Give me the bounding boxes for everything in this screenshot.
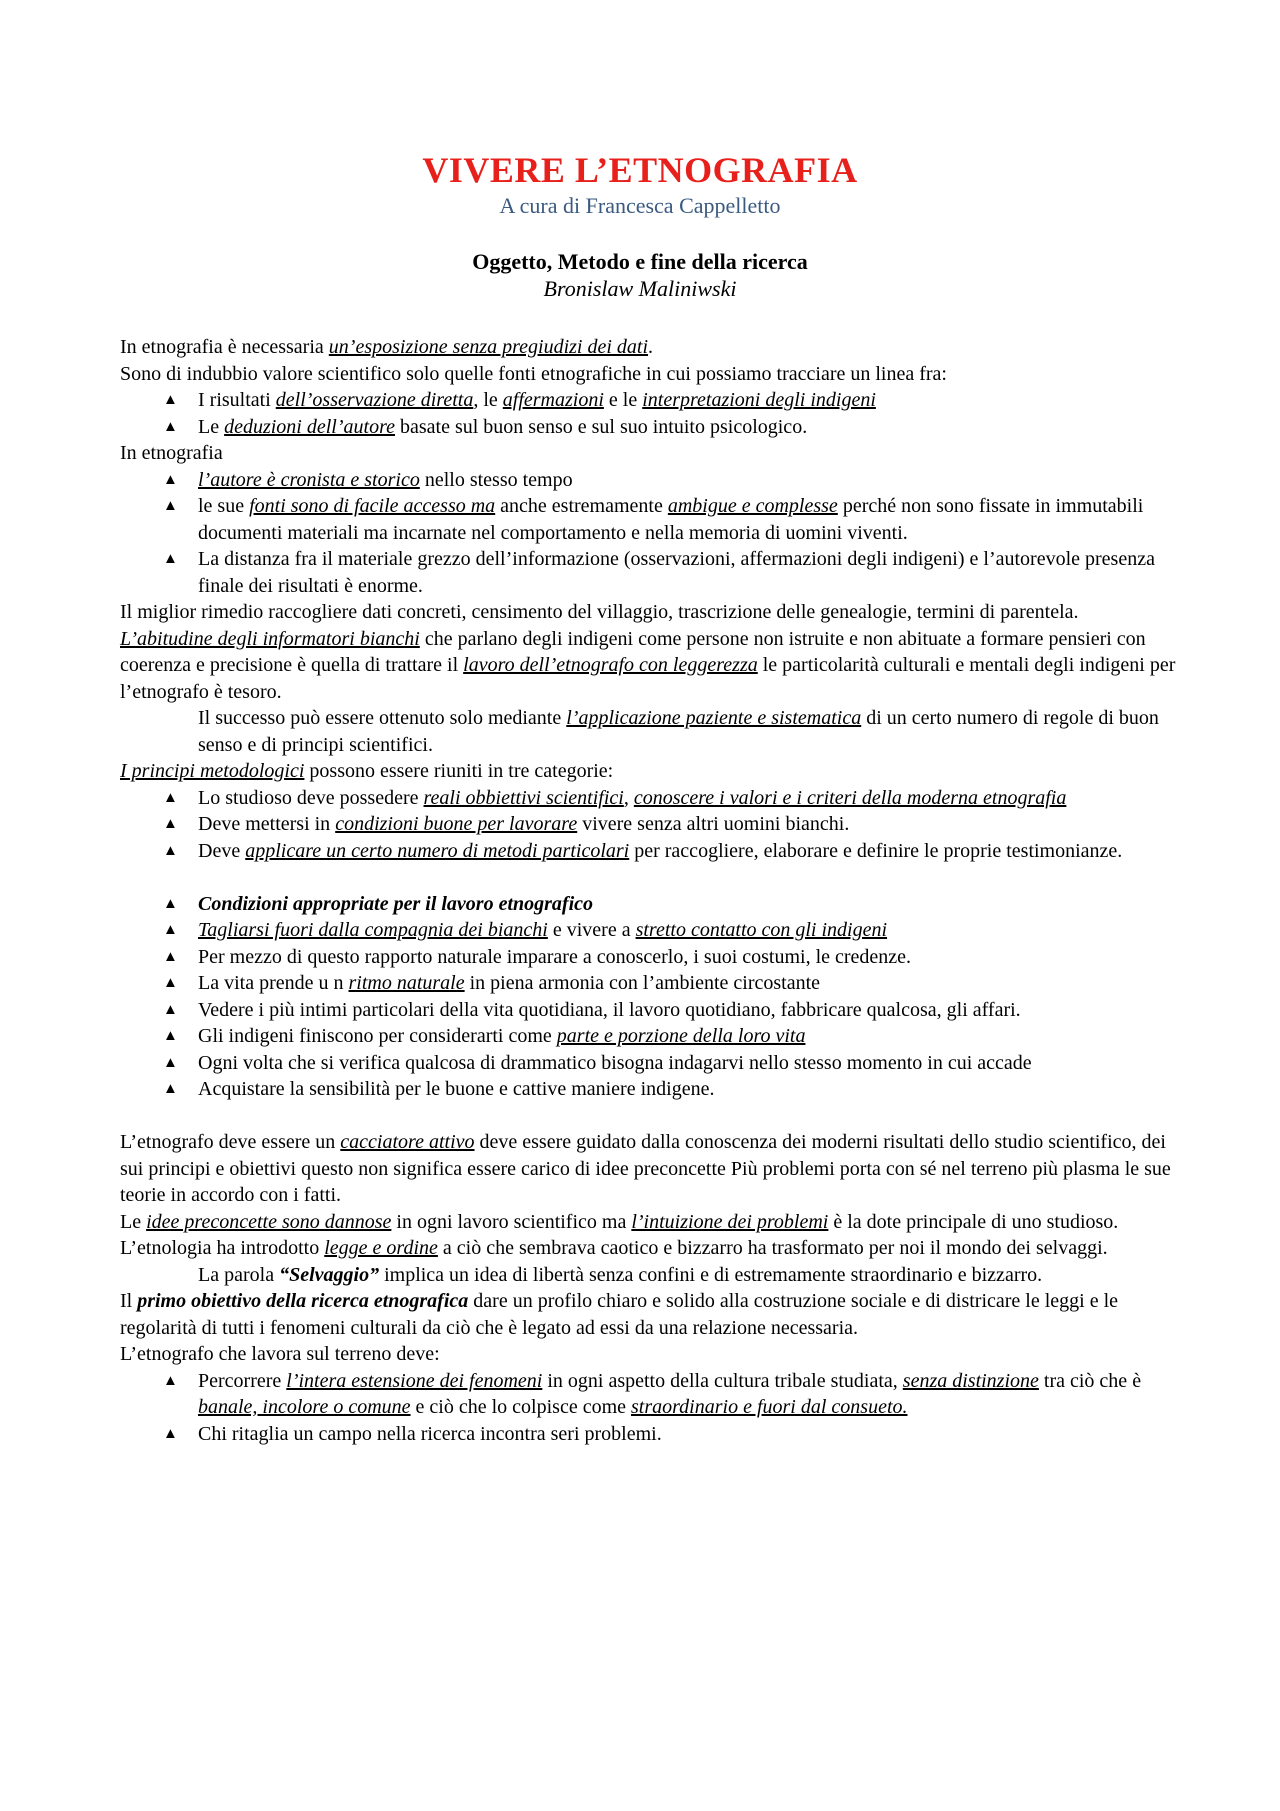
paragraph: I principi metodologici possono essere riuniti in tre categorie: — [120, 760, 614, 782]
triangle-bullet-icon: ▲ — [163, 842, 178, 859]
bullet-list — [120, 785, 1190, 865]
list-item: ▲ Gli indigeni finiscono per considerarti come parte e porzione della loro vita — [120, 1023, 1190, 1050]
list-item: ▲ Vedere i più intimi particolari della vita quotidiana, il lavoro quotidiano, fabbricare qualcosa, gli affari. — [120, 997, 1190, 1024]
triangle-bullet-icon: ▲ — [163, 498, 178, 514]
list-item: ▲ Lo studioso deve possedere reali obbiettivi scientifici, conoscere i valori e i criteri della moderna etnografia — [120, 785, 1190, 812]
paragraph: Sono di indubbio valore scientifico solo quelle fonti etnografiche in cui possiamo tracciare un linea fra: — [120, 362, 947, 385]
list-item: ▲ Per mezzo di questo rapporto naturale imparare a conoscerlo, i suoi costumi, le credenze. — [120, 944, 1190, 971]
triangle-bullet-icon: ▲ — [163, 1028, 178, 1044]
triangle-bullet-icon: ▲ — [163, 948, 178, 965]
list-item: ▲ Acquistare la sensibilità per le buone e cattive maniere indigene. — [120, 1076, 1190, 1103]
triangle-bullet-icon: ▲ — [163, 551, 178, 567]
document-title: VIVERE L’ETNOGRAFIA — [422, 150, 858, 190]
triangle-bullet-icon: ▲ — [163, 418, 178, 435]
triangle-bullet-icon: ▲ — [163, 922, 178, 938]
paragraph: Il miglior rimedio raccogliere dati concreti, censimento del villaggio, trascrizione delle genealogie, termini di parentela. — [120, 601, 1079, 623]
triangle-bullet-icon: ▲ — [163, 1001, 178, 1018]
list-item: ▲ Le deduzioni dell’autore basate sul buon senso e sul suo intuito psicologico. — [120, 414, 1190, 441]
triangle-bullet-icon: ▲ — [163, 895, 178, 912]
triangle-bullet-icon: ▲ — [163, 1081, 178, 1097]
spacer — [120, 1103, 1190, 1130]
list-item: ▲ le sue fonti sono di facile accesso ma anche estremamente ambigue e complesse perché non sono fissate in immutabili documenti materiali ma incarnate nel comportamento e nella memoria di uomini viventi. — [163, 495, 1144, 544]
paragraph: Le idee preconcette sono dannose in ogni lavoro scientifico ma l’intuizione dei problemi è la dote principale di uno studioso. — [120, 1210, 1119, 1233]
bullet-list — [120, 1368, 1190, 1448]
triangle-bullet-icon: ▲ — [163, 1425, 178, 1442]
triangle-bullet-icon: ▲ — [163, 789, 178, 806]
paragraph: In etnografia è necessaria un’esposizione senza pregiudizi dei dati. — [120, 336, 654, 358]
paragraph: L’etnografo che lavora sul terreno deve: — [120, 1343, 440, 1365]
list-item: ▲ l’autore è cronista e storico nello stesso tempo — [120, 467, 1190, 494]
triangle-bullet-icon: ▲ — [163, 975, 178, 991]
document-body — [120, 334, 1190, 1447]
triangle-bullet-icon: ▲ — [163, 471, 178, 488]
list-item: ▲ Ogni volta che si verifica qualcosa di drammatico bisogna indagarvi nello stesso momento in cui accade — [120, 1050, 1190, 1077]
paragraph: In etnografia — [120, 442, 223, 464]
bullet-list — [120, 387, 1190, 440]
paragraph: Il primo obiettivo della ricerca etnografica dare un profilo chiaro e solido alla costruzione sociale e di districare le leggi e le regolarità di tutti i fenomeni culturali da ciò che è legato ad essi da una relazione necessaria. — [120, 1290, 1119, 1339]
bullet-list — [120, 467, 1190, 600]
list-item: ▲ Tagliarsi fuori dalla compagnia dei bianchi e vivere a stretto contatto con gli indigeni — [120, 917, 1190, 944]
list-item: ▲ Percorrere l’intera estensione dei fenomeni in ogni aspetto della cultura tribale studiata, senza distinzione tra ciò che è banale, incolore o comune e ciò che lo colpisce come straordinario e fuori dal consueto. — [163, 1369, 1142, 1418]
list-item: ▲ Chi ritaglia un campo nella ricerca incontra seri problemi. — [120, 1421, 1190, 1448]
spacer — [120, 864, 1190, 891]
list-item: ▲ Deve mettersi in condizioni buone per lavorare vivere senza altri uomini bianchi. — [120, 811, 1190, 838]
triangle-bullet-icon: ▲ — [163, 816, 178, 832]
section-title: Oggetto, Metodo e fine della ricerca — [472, 249, 808, 274]
list-item: ▲ La distanza fra il materiale grezzo dell’informazione (osservazioni, affermazioni degli indigeni) e l’autorevole presenza finale dei risultati è enorme. — [163, 548, 1155, 597]
paragraph: L’abitudine degli informatori bianchi che parlano degli indigeni come persone non istruite e non abituate a formare pensieri con coerenza e precisione è quella di trattare il lavoro dell’etnografo con leggerezza le particolarità culturali e mentali degli indigeni per l’etnografo è tesoro. — [120, 627, 1176, 703]
paragraph: La parola “Selvaggio” implica un idea di libertà senza confini e di estremamente straordinario e bizzarro. — [198, 1263, 1043, 1286]
document-curator: A cura di Francesca Cappelletto — [499, 193, 781, 218]
paragraph: Il successo può essere ottenuto solo mediante l’applicazione paziente e sistematica di un certo numero di regole di buon senso e di principi scientifici. — [198, 707, 1159, 756]
list-item: ▲ I risultati dell’osservazione diretta, le affermazioni e le interpretazioni degli indigeni — [120, 387, 1190, 414]
list-item: ▲ Deve applicare un certo numero di metodi particolari per raccogliere, elaborare e definire le proprie testimonianze. — [120, 838, 1190, 865]
section-author: Bronislaw Maliniwski — [543, 276, 737, 301]
paragraph: L’etnologia ha introdotto legge e ordine a ciò che sembrava caotico e bizzarro ha trasformato per noi il mondo dei selvaggi. — [120, 1237, 1108, 1259]
list-item: ▲ La vita prende u n ritmo naturale in piena armonia con l’ambiente circostante — [120, 970, 1190, 997]
triangle-bullet-icon: ▲ — [163, 1372, 178, 1389]
list-item: ▲ Condizioni appropriate per il lavoro etnografico — [120, 891, 1190, 918]
triangle-bullet-icon: ▲ — [163, 1054, 178, 1071]
bullet-list — [120, 891, 1190, 1103]
triangle-bullet-icon: ▲ — [163, 392, 178, 408]
paragraph: L’etnografo deve essere un cacciatore attivo deve essere guidato dalla conoscenza dei moderni risultati dello studio scientifico, dei sui principi e obiettivi questo non significa essere carico di idee preconcette Più problemi porta con sé nel terreno più plasma le sue teorie in accordo con i fatti. — [120, 1131, 1171, 1206]
